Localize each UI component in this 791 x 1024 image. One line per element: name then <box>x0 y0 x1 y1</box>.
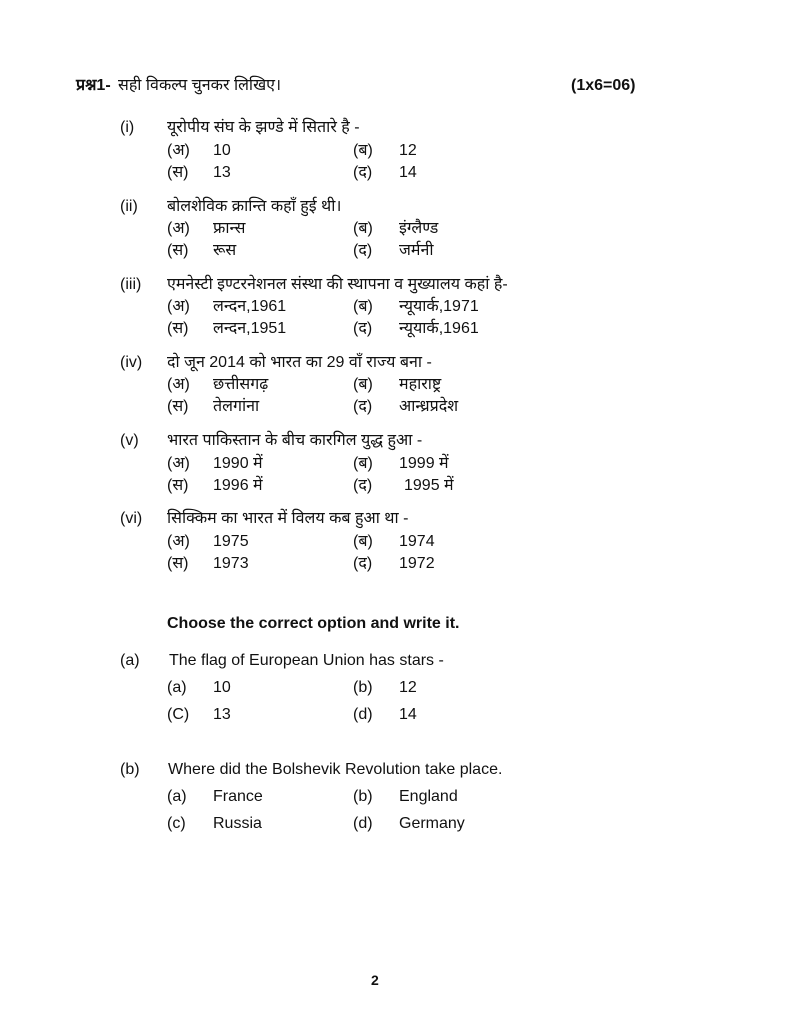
question-number: (i) <box>120 119 135 136</box>
option-label: (C) <box>167 706 190 723</box>
question-text: यूरोपीय संघ के झण्डे में सितारे है - <box>167 119 360 136</box>
option-value: न्यूयार्क,1971 <box>399 298 479 315</box>
option-label: (ब) <box>353 376 373 393</box>
page-number: 2 <box>371 972 379 988</box>
question-text: भारत पाकिस्तान के बीच कारगिल युद्ध हुआ - <box>167 432 423 449</box>
option-label: (द) <box>353 242 373 259</box>
option-value: France <box>213 788 263 805</box>
instruction-hindi: सही विकल्प चुनकर लिखिए। <box>118 77 282 94</box>
option-label: (ब) <box>353 298 373 315</box>
question-number: (vi) <box>120 510 143 527</box>
question-text: एमनेस्टी इण्टरनेशनल संस्था की स्थापना व मुख्यालय कहां है- <box>167 276 508 293</box>
option-value: Russia <box>213 815 262 832</box>
option-value: लन्दन,1951 <box>213 320 287 337</box>
option-value: 10 <box>213 142 231 159</box>
option-label: (स) <box>167 555 189 572</box>
option-label: (d) <box>353 706 373 723</box>
option-value: आन्ध्रप्रदेश <box>399 398 459 415</box>
option-value: England <box>399 788 458 805</box>
option-label: (b) <box>353 679 373 696</box>
option-label: (द) <box>353 555 373 572</box>
option-label: (अ) <box>167 376 190 393</box>
option-label: (ब) <box>353 455 373 472</box>
option-label: (द) <box>353 164 373 181</box>
option-label: (द) <box>353 320 373 337</box>
question-text: दो जून 2014 को भारत का 29 वाँ राज्य बना - <box>167 354 432 371</box>
option-label: (स) <box>167 242 189 259</box>
question-number: (iv) <box>120 354 143 371</box>
option-label: (द) <box>353 477 373 494</box>
question-label: प्रश्न1- <box>76 77 111 94</box>
option-label: (c) <box>167 815 186 832</box>
option-label: (स) <box>167 398 189 415</box>
option-value: फ्रान्स <box>213 220 246 237</box>
option-value: 13 <box>213 706 231 723</box>
option-label: (स) <box>167 477 189 494</box>
option-value: 1974 <box>399 533 435 550</box>
option-value: 1972 <box>399 555 435 572</box>
option-label: (अ) <box>167 142 190 159</box>
question-text: सिक्किम का भारत में विलय कब हुआ था - <box>167 510 409 527</box>
option-value: 1999 में <box>399 455 449 472</box>
english-heading: Choose the correct option and write it. <box>167 615 460 632</box>
option-value: 1996 में <box>213 477 263 494</box>
option-value: Germany <box>399 815 465 832</box>
option-value: महाराष्ट्र <box>399 376 442 393</box>
option-value: 14 <box>399 706 417 723</box>
question-number: (b) <box>120 761 140 778</box>
option-value: छत्तीसगढ़ <box>213 376 269 393</box>
option-label: (स) <box>167 164 189 181</box>
question-number: (ii) <box>120 198 138 215</box>
option-label: (अ) <box>167 220 190 237</box>
option-value: लन्दन,1961 <box>213 298 287 315</box>
question-number: (a) <box>120 652 140 669</box>
option-value: 13 <box>213 164 231 181</box>
question-text: The flag of European Union has stars - <box>169 652 444 669</box>
option-label: (अ) <box>167 455 190 472</box>
question-number: (iii) <box>120 276 142 293</box>
option-value: 1975 <box>213 533 249 550</box>
option-label: (a) <box>167 679 187 696</box>
option-label: (ब) <box>353 142 373 159</box>
option-value: 1973 <box>213 555 249 572</box>
option-label: (ब) <box>353 220 373 237</box>
option-value: न्यूयार्क,1961 <box>399 320 479 337</box>
option-value: जर्मनी <box>399 242 434 259</box>
option-label: (अ) <box>167 298 190 315</box>
option-label: (स) <box>167 320 189 337</box>
option-label: (b) <box>353 788 373 805</box>
question-text: बोलशेविक क्रान्ति कहाँ हुई थी। <box>167 198 342 215</box>
option-value: 1990 में <box>213 455 263 472</box>
option-label: (द) <box>353 398 373 415</box>
option-value: 10 <box>213 679 231 696</box>
option-label: (अ) <box>167 533 190 550</box>
option-value: 1995 में <box>404 477 454 494</box>
option-value: इंग्लैण्ड <box>399 220 439 237</box>
marks-label: (1x6=06) <box>571 77 636 94</box>
question-text: Where did the Bolshevik Revolution take place. <box>168 761 503 778</box>
option-value: रूस <box>213 242 237 259</box>
question-number: (v) <box>120 432 139 449</box>
option-value: 12 <box>399 679 417 696</box>
option-label: (d) <box>353 815 373 832</box>
option-value: तेलगांना <box>213 398 260 415</box>
option-value: 14 <box>399 164 417 181</box>
option-label: (a) <box>167 788 187 805</box>
option-label: (ब) <box>353 533 373 550</box>
option-value: 12 <box>399 142 417 159</box>
